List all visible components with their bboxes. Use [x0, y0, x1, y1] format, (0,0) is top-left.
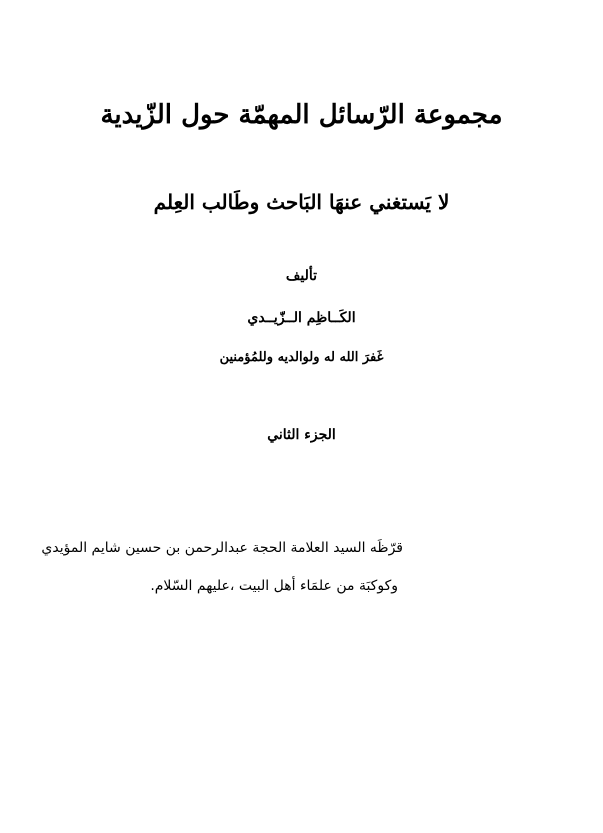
endorsement-line-1: قرّظَه السيد العلامة الحجة عبدالرحمن بن حسين شايم المؤيدي [41, 540, 403, 556]
endorsement-line-2: وكوكبَة من علمَاء أهل البيت ،عليهم السّلام. [150, 578, 398, 594]
book-title: مجموعة الرّسائل المهمّة حول الزّيدية [100, 100, 503, 130]
author-prayer: غَفرَ الله له ولوالديه وللمُؤمنين [219, 350, 384, 365]
book-subtitle: لا يَستغني عنهَا البَاحث وطَالب العِلم [153, 190, 450, 214]
volume-label: الجزء الثاني [267, 427, 336, 443]
authorship-heading: تأليف [285, 268, 318, 284]
author-name: الكَــاظِم الــزّيــدي [247, 310, 356, 326]
